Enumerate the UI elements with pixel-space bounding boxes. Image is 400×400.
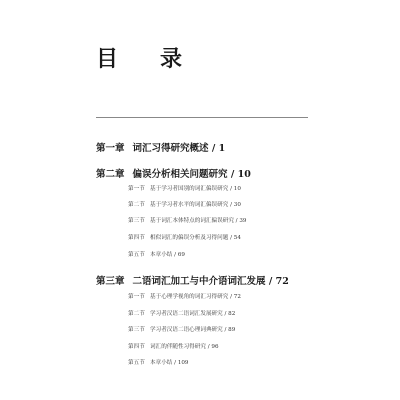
section-number: 第二节 (128, 311, 145, 317)
title-divider (96, 117, 308, 118)
toc-section-3-1[interactable] (128, 292, 241, 300)
chapter-number: 第一章 (96, 143, 125, 154)
section-number: 第三节 (128, 327, 145, 333)
toc-chapter-1[interactable] (96, 140, 225, 154)
toc-section-3-3[interactable] (128, 325, 235, 333)
toc-section-2-1[interactable] (128, 184, 241, 192)
toc-section-2-2[interactable] (128, 200, 241, 208)
toc-chapter-2[interactable] (96, 166, 251, 180)
section-title: 学习者汉语二语词汇发展研究 / 82 (150, 311, 236, 317)
section-title: 词汇的伴随性习得研究 / 96 (150, 344, 219, 350)
section-title: 相似词汇的偏误分析及习得问题 / 54 (150, 235, 241, 241)
section-title: 本章小结 / 69 (150, 252, 185, 258)
section-number: 第三节 (128, 218, 145, 224)
section-number: 第五节 (128, 252, 145, 258)
section-number: 第一节 (128, 186, 145, 192)
toc-section-2-3[interactable] (128, 216, 246, 224)
toc-section-3-2[interactable] (128, 309, 235, 317)
toc-section-3-4[interactable] (128, 342, 219, 350)
toc-chapter-3[interactable] (96, 273, 289, 287)
section-number: 第五节 (128, 360, 145, 366)
section-title: 基于学习者国别的词汇偏误研究 / 10 (150, 186, 241, 192)
chapter-number: 第三章 (96, 276, 125, 287)
chapter-title: 词汇习得研究概述 / 1 (132, 143, 226, 154)
section-title: 本章小结 / 109 (150, 360, 189, 366)
toc-section-2-5[interactable] (128, 250, 185, 258)
section-number: 第二节 (128, 202, 145, 208)
section-number: 第四节 (128, 235, 145, 241)
section-title: 学习者汉语二语心理词典研究 / 89 (150, 327, 236, 333)
section-title: 基于学习者水平的词汇偏误研究 / 30 (150, 202, 241, 208)
section-title: 基于心理学视角的词汇习得研究 / 72 (150, 294, 241, 300)
section-number: 第一节 (128, 294, 145, 300)
chapter-title: 二语词汇加工与中介语词汇发展 / 72 (132, 276, 289, 287)
toc-section-2-4[interactable] (128, 233, 241, 241)
chapter-number: 第二章 (96, 169, 125, 180)
toc-section-3-5[interactable] (128, 358, 189, 366)
chapter-title: 偏误分析相关问题研究 / 10 (132, 169, 251, 180)
section-number: 第四节 (128, 344, 145, 350)
section-title: 基于词汇本体特点的词汇偏误研究 / 39 (150, 218, 247, 224)
page-title: 目 录 (96, 46, 193, 72)
